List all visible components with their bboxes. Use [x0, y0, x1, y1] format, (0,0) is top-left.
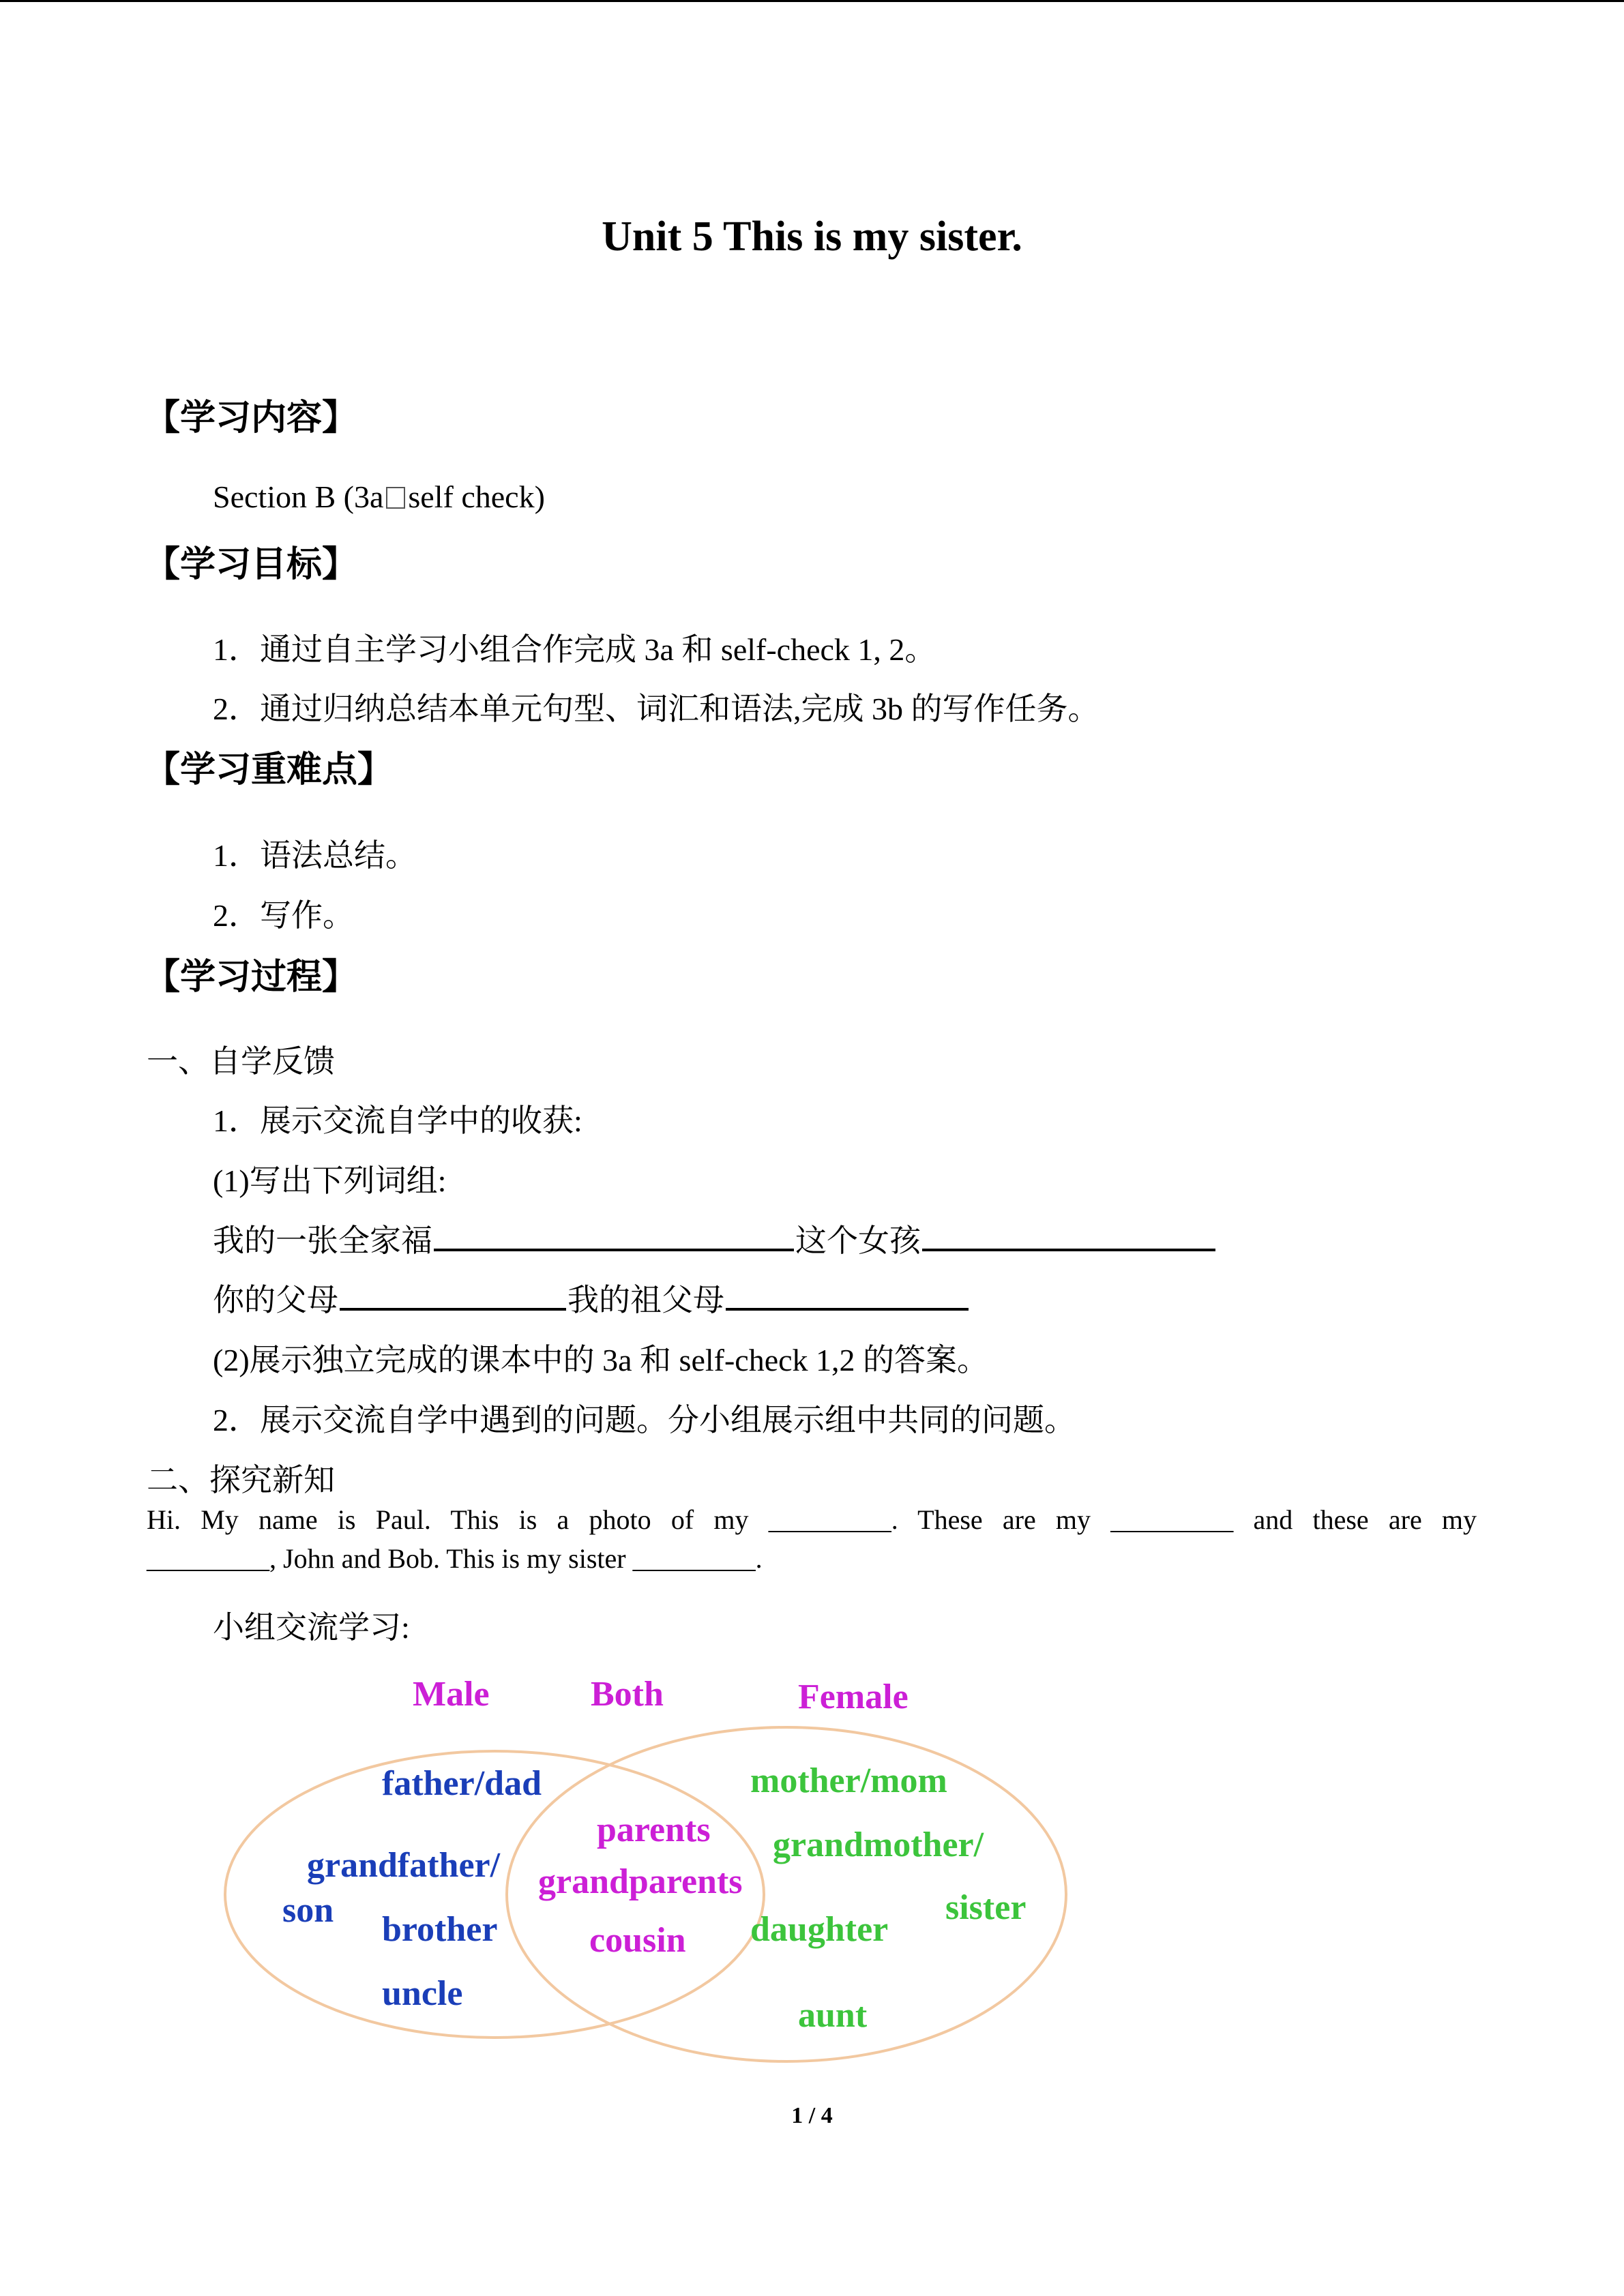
- venn-male-word: brother: [382, 1910, 498, 1949]
- venn-female-word: mother/mom: [750, 1761, 947, 1800]
- page-number: 1 / 4: [791, 2103, 833, 2128]
- content-text-post: self check): [408, 479, 545, 514]
- passage-blank-3[interactable]: _________: [147, 1543, 269, 1574]
- venn-label-both: Both: [591, 1675, 664, 1714]
- passage-text-3: and these are my: [1253, 1504, 1477, 1535]
- venn-male-word: son: [282, 1891, 334, 1930]
- venn-label-male: Male: [413, 1675, 490, 1714]
- content-text-pre: Section B (3a: [213, 479, 384, 514]
- explore-heading: 二、探究新知: [147, 1463, 335, 1497]
- keypoint-item-1: 1．语法总结。: [213, 838, 417, 873]
- passage-blank-2[interactable]: _________: [1110, 1504, 1234, 1535]
- venn-female-word: sister: [945, 1888, 1027, 1927]
- venn-male-word: father/dad: [382, 1764, 542, 1803]
- passage-blank-4[interactable]: _________: [632, 1543, 756, 1574]
- goal-item-2: 2．通过归纳总结本单元句型、词汇和语法,完成 3b 的写作任务。: [213, 691, 1099, 726]
- venn-label-female: Female: [798, 1678, 909, 1716]
- passage-text-2: . These are my: [891, 1504, 1091, 1535]
- venn-both-word: grandparents: [538, 1862, 743, 1901]
- passage-text-1: Hi. My name is Paul. This is a photo of my: [147, 1504, 749, 1535]
- self-study-item-2: 2．展示交流自学中遇到的问题。分小组展示组中共同的问题。: [213, 1403, 1076, 1437]
- venn-male-word: uncle: [382, 1974, 463, 2013]
- venn-both-word: cousin: [589, 1921, 686, 1960]
- self-study-heading: 一、自学反馈: [147, 1044, 335, 1079]
- phrase-2: 这个女孩: [795, 1223, 921, 1258]
- passage-text-5: .: [755, 1543, 763, 1574]
- self-study-item-1: 1．展示交流自学中的收获:: [213, 1103, 582, 1138]
- goals-heading: 【学习目标】: [145, 544, 358, 585]
- venn-female-word: grandmother/: [773, 1825, 984, 1864]
- keypoint-item-2: 2．写作。: [213, 898, 354, 933]
- phrase-3: 你的父母: [213, 1283, 338, 1317]
- self-study-sub-2: (2)展示独立完成的课本中的 3a 和 self-check 1,2 的答案。: [213, 1343, 989, 1377]
- phrase-1: 我的一张全家福: [213, 1223, 432, 1258]
- passage-blank-1[interactable]: _________: [768, 1504, 891, 1535]
- goal-item-1: 1．通过自主学习小组合作完成 3a 和 self-check 1, 2。: [213, 632, 936, 667]
- self-study-sub-1: (1)写出下列词组:: [213, 1163, 447, 1198]
- page-title: Unit 5 This is my sister.: [602, 213, 1022, 260]
- content-heading: 【学习内容】: [145, 398, 358, 438]
- process-heading: 【学习过程】: [145, 957, 358, 998]
- passage-text-4: , John and Bob. This is my sister: [269, 1543, 626, 1574]
- group-study-label: 小组交流学习:: [213, 1610, 410, 1645]
- keypoints-heading: 【学习重难点】: [145, 749, 394, 790]
- venn-both-word: parents: [597, 1810, 711, 1849]
- phrase-4: 我的祖父母: [567, 1283, 724, 1317]
- venn-female-word: daughter: [750, 1910, 889, 1949]
- venn-female-word: aunt: [798, 1996, 868, 2035]
- venn-male-word: grandfather/: [307, 1846, 501, 1885]
